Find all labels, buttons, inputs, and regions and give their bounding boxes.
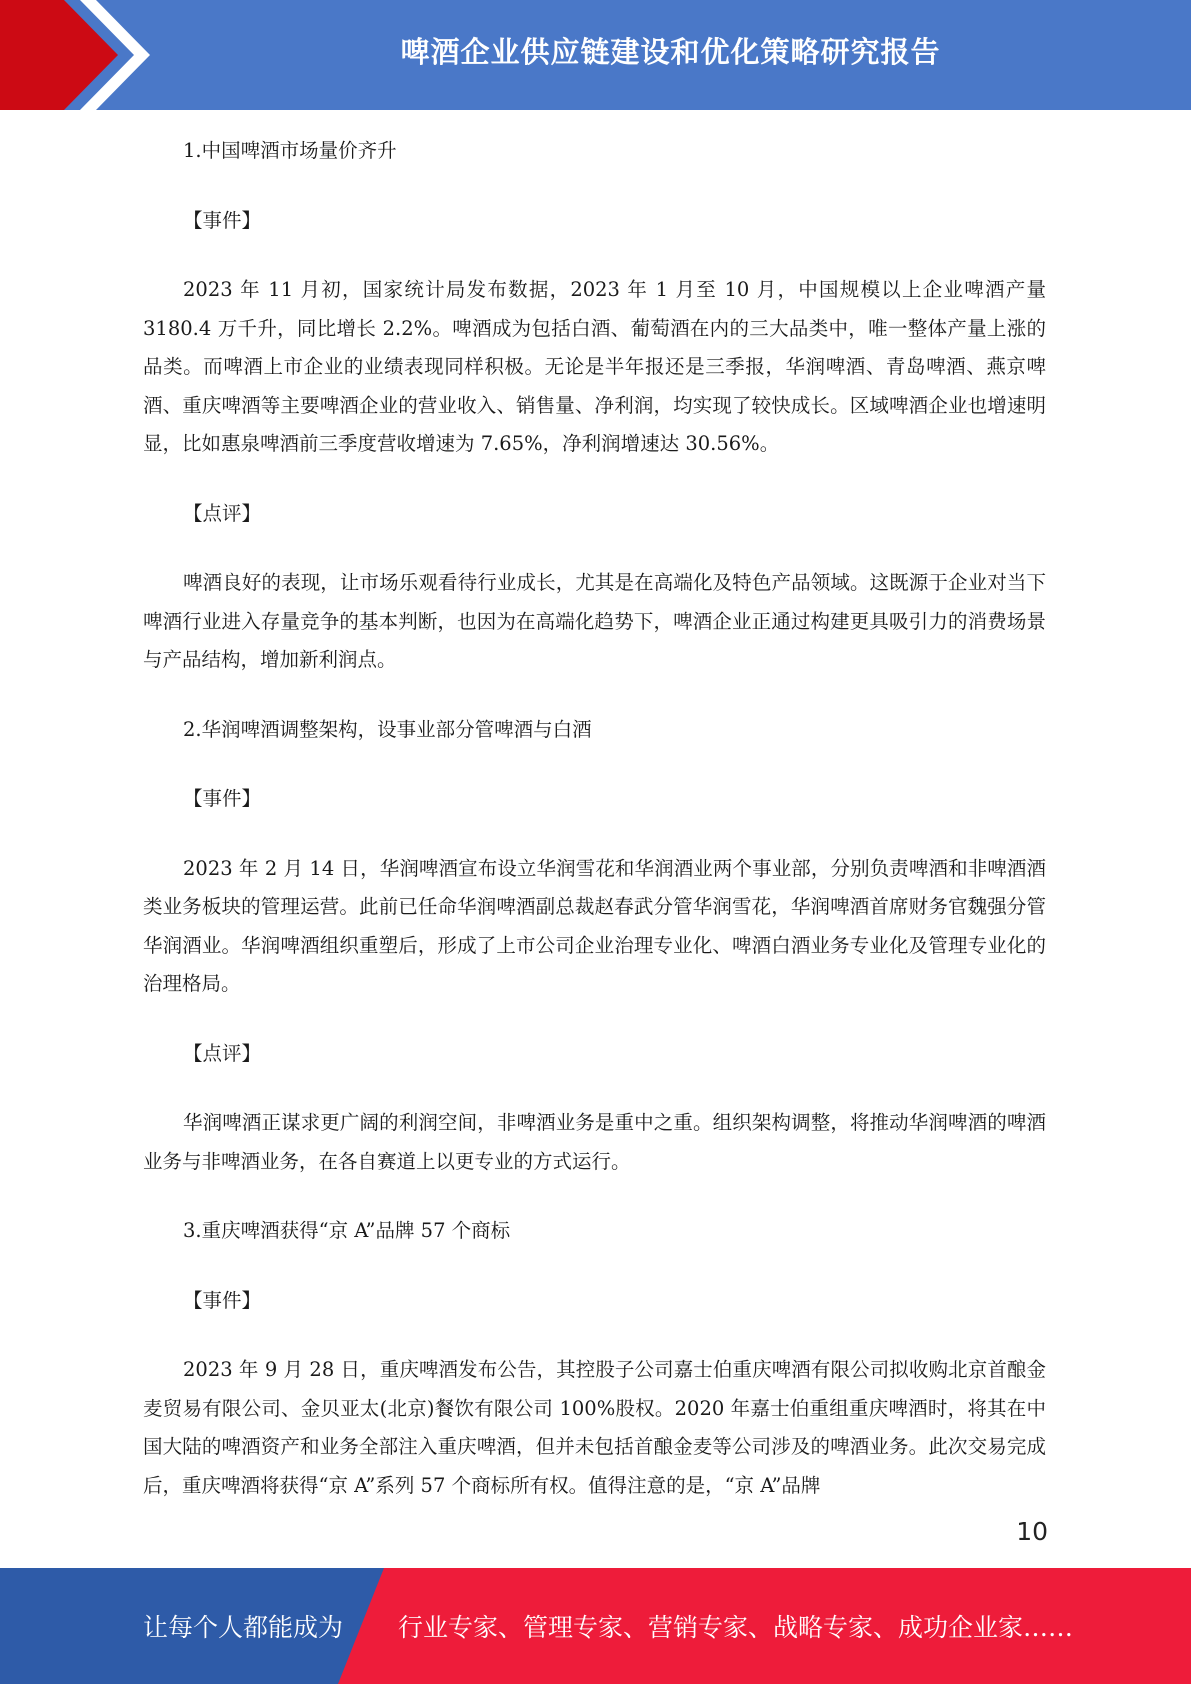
page-header: [0, 0, 1191, 110]
body-paragraph: 华润啤酒正谋求更广阔的利润空间，非啤酒业务是重中之重。组织架构调整，将推动华润啤酒的啤酒业务与非啤酒业务，在各自赛道上以更专业的方式运行。: [143, 1111, 1046, 1173]
body-paragraph: 2023 年 2 月 14 日，华润啤酒宣布设立华润雪花和华润酒业两个事业部，分别负责啤酒和非啤酒酒类业务板块的管理运营。此前已任命华润啤酒副总裁赵春武分管华润雪花，华润啤酒首席财务官魏强分管华润酒业。华润啤酒组织重塑后，形成了上市公司企业治理专业化、啤酒白酒业务专业化及管理专业化的治理格局。: [143, 856, 1046, 995]
section-heading: 3.重庆啤酒获得“京 A”品牌 57 个商标: [183, 1219, 511, 1242]
page-number: 10: [1016, 1517, 1048, 1546]
body-paragraph: 2023 年 9 月 28 日，重庆啤酒发布公告，其控股子公司嘉士伯重庆啤酒有限公司拟收购北京首酿金麦贸易有限公司、金贝亚太(北京)餐饮有限公司 100%股权。2020 年嘉士伯重组重庆啤酒时，将其在中国大陆的啤酒资产和业务全部注入重庆啤酒，但并未包括首酿金麦等公司涉及的啤酒业务。此次交易完成后，重庆啤酒将获得“京 A”系列 57 个商标所有权。值得注意的是，“京 A”品牌: [143, 1358, 1046, 1497]
section-heading: 1.中国啤酒市场量价齐升: [183, 139, 397, 162]
section-heading: 2.华润啤酒调整架构，设事业部分管啤酒与白酒: [183, 717, 592, 741]
footer-slogan-left: 让每个人都能成为: [143, 1613, 344, 1642]
comment-label: 【点评】: [183, 501, 262, 525]
body-paragraph: 啤酒良好的表现，让市场乐观看待行业成长，尤其是在高端化及特色产品领域。这既源于企业对当下啤酒行业进入存量竞争的基本判断，也因为在高端化趋势下，啤酒企业正通过构建更具吸引力的消费场景与产品结构，增加新利润点。: [143, 571, 1046, 671]
header-title: 啤酒企业供应链建设和优化策略研究报告: [400, 34, 941, 69]
page-footer: [0, 1568, 1191, 1684]
report-body: [143, 132, 1046, 1536]
event-label: 【事件】: [183, 787, 262, 810]
comment-label: 【点评】: [183, 1041, 262, 1065]
event-label: 【事件】: [183, 208, 262, 232]
event-label: 【事件】: [183, 1288, 262, 1312]
header-chevron-decoration: [0, 0, 160, 110]
body-paragraph: 2023 年 11 月初，国家统计局发布数据，2023 年 1 月至 10 月，中国规模以上企业啤酒产量 3180.4 万千升，同比增长 2.2%。啤酒成为包括白酒、葡萄酒在内的三大品类中，唯一整体产量上涨的品类。而啤酒上市企业的业绩表现同样积极。无论是半年报还是三季报，华润啤酒、青岛啤酒、燕京啤酒、重庆啤酒等主要啤酒企业的营业收入、销售量、净利润，均实现了较快成长。区域啤酒企业也增速明显，比如惠泉啤酒前三季度营收增速为 7.65%，净利润增速达 30.56%。: [143, 278, 1046, 455]
footer-slogan-right: 行业专家、管理专家、营销专家、战略专家、成功企业家……: [398, 1613, 1074, 1642]
